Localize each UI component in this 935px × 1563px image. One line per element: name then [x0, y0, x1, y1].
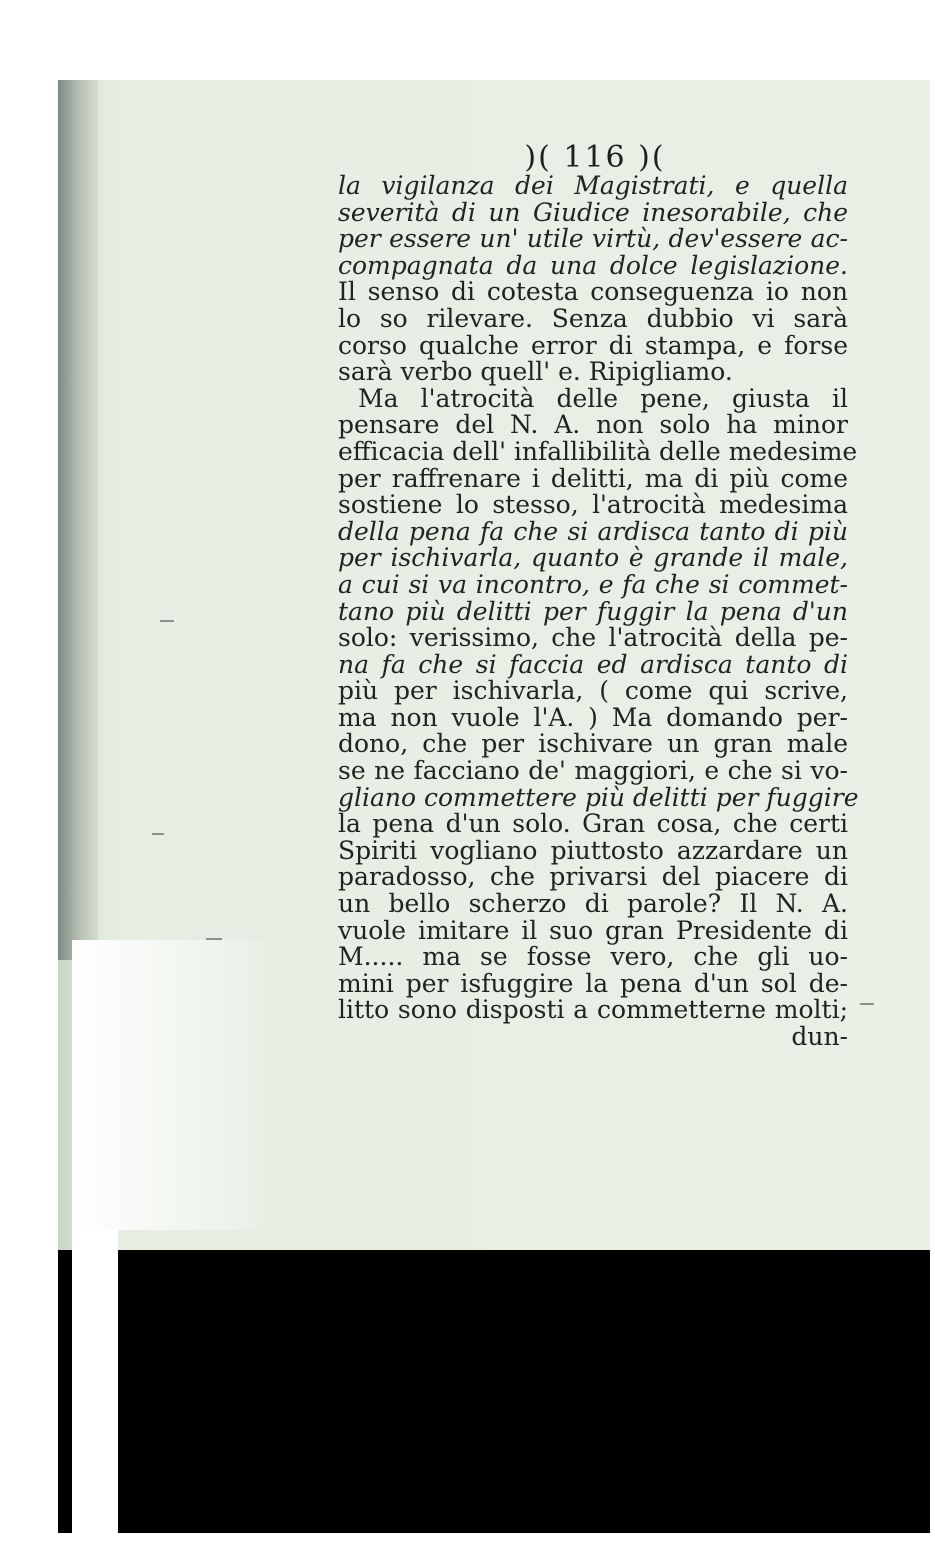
- binding-gutter: [58, 80, 98, 960]
- text-line: per ischivarla, quanto è grande il male,: [338, 543, 848, 573]
- text-line: corso qualche error di stampa, e forse: [338, 330, 848, 360]
- text-line: per essere un' utile virtù, dev'essere ac-: [338, 224, 848, 254]
- text-line: la vigilanza dei Magistrati, e quella: [338, 171, 848, 200]
- text-line: sostiene lo stesso, l'atrocità medesima: [338, 490, 848, 520]
- text-line: più per ischivarla, ( come qui scrive,: [338, 676, 848, 706]
- text-line: solo: verissimo, che l'atrocità della pe-: [338, 623, 848, 653]
- text-line: se ne facciano de' maggiori, e che si vo-: [338, 756, 848, 786]
- margin-mark: [860, 1003, 874, 1005]
- text-line: la pena d'un solo. Gran cosa, che certi: [338, 809, 848, 839]
- text-line: paradosso, che privarsi del piacere di: [338, 862, 848, 892]
- text-line: pensare del N. A. non solo ha minor: [338, 410, 848, 440]
- text-line: dono, che per ischivare un gran male: [338, 729, 848, 759]
- text-line: tano più delitti per fuggir la pena d'un: [338, 596, 848, 626]
- text-line: compagnata da una dolce legislazione.: [338, 250, 848, 280]
- text-line: severità di un Giudice inesorabile, che: [338, 197, 848, 227]
- text-line: M..... ma se fosse vero, che gli uo-: [338, 942, 848, 972]
- text-line: litto sono disposti a commetterne molti;: [338, 995, 848, 1025]
- text-line: un bello scherzo di parole? Il N. A.: [338, 889, 848, 919]
- text-line: Il senso di cotesta conseguenza io non: [338, 277, 848, 307]
- text-line: vuole imitare il suo gran Presidente di: [338, 915, 848, 945]
- text-block: [338, 171, 859, 1051]
- text-line: della pena fa che si ardisca tanto di più: [338, 516, 848, 546]
- text-line: ma non vuole l'A. ) Ma domando per-: [338, 702, 848, 732]
- catchword: dun-: [791, 1022, 848, 1051]
- margin-mark: [160, 620, 174, 622]
- running-head: )( 116 )(: [524, 140, 666, 175]
- text-line: per raffrenare i delitti, ma di più come: [338, 463, 848, 493]
- scan-edge-fade: [72, 940, 262, 1230]
- text-line: sarà verbo quell' e. Ripigliamo.: [338, 357, 733, 387]
- text-line: a cui si va incontro, e fa che si commet-: [338, 569, 848, 599]
- text-line: mini per isfuggire la pena d'un sol de-: [338, 968, 848, 998]
- text-line: Ma l'atrocità delle pene, giusta il: [358, 383, 848, 413]
- text-line: gliano commettere più delitti per fuggire: [338, 782, 859, 812]
- text-line: na fa che si faccia ed ardisca tanto di: [338, 649, 848, 679]
- margin-mark: [206, 938, 222, 940]
- margin-mark: [152, 833, 164, 835]
- text-line: efficacia dell' infallibilità delle medesime: [338, 436, 858, 466]
- text-line: Spiriti vogliano piuttosto azzardare un: [338, 835, 848, 865]
- text-line: lo so rilevare. Senza dubbio vi sarà: [338, 303, 848, 333]
